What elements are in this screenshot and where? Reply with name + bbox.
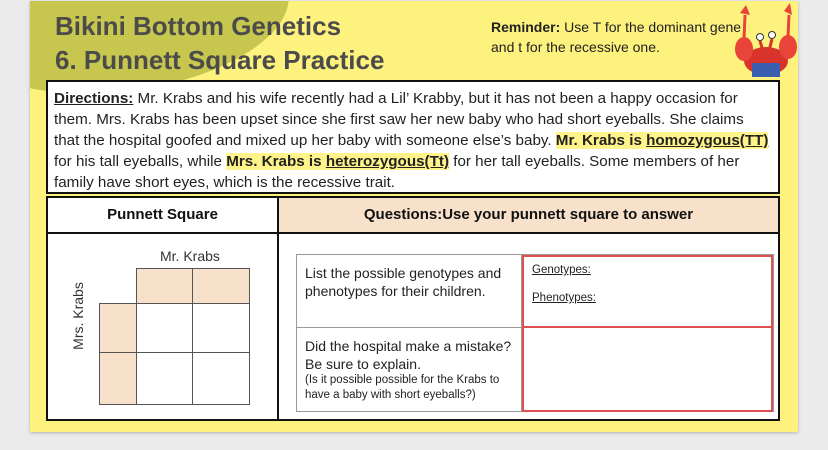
slide: [30, 1, 798, 432]
question-2-text: Did the hospital make a mistake? Be sure to explain.: [305, 338, 512, 372]
punnett-side-allele-2[interactable]: [99, 352, 137, 405]
questions-header: Questions:Use your punnett square to answer: [279, 198, 778, 234]
punnett-top-allele-1[interactable]: [136, 268, 193, 304]
punnett-side-label: Mrs. Krabs: [70, 282, 86, 350]
punnett-cell-2-1[interactable]: [136, 352, 193, 405]
page-title: [55, 9, 384, 77]
answer-2-box[interactable]: [522, 326, 773, 412]
question-2-hint: (Is it possible possible for the Krabs to have a baby with short eyeballs?): [305, 374, 500, 401]
punnett-side-allele-1[interactable]: [99, 303, 137, 353]
title-line-2: 6. Punnett Square Practice: [55, 45, 385, 75]
directions-box: [46, 80, 780, 194]
crab-mascot-icon: [730, 1, 798, 81]
heterozygous-term: heterozygous(Tt): [325, 153, 449, 170]
column-divider: [277, 234, 279, 421]
punnett-cell-2-2[interactable]: [192, 352, 250, 405]
directions-text-1: Mr. Krabs and his wife recently had a Lil’ Krabby, but it has not been a happy occasion for them. Mrs. Krabs has been upset since she first saw her new baby who had short eyeballs. She claims that the hospital goofed and mixed up her baby with someone else’s baby.: [54, 90, 744, 149]
question-1: List the possible genotypes and phenotypes for their children.: [297, 255, 522, 328]
directions-label: Directions:: [54, 90, 134, 107]
reminder-label: Reminder:: [491, 19, 561, 35]
reminder-text: Use T for the dominant gene and t for the recessive one.: [491, 19, 742, 55]
punnett-top-allele-2[interactable]: [192, 268, 250, 304]
questions-table: [296, 254, 774, 412]
homozygous-term: homozygous(TT): [646, 132, 769, 149]
punnett-top-label: Mr. Krabs: [160, 248, 220, 264]
reminder-note: [491, 17, 751, 57]
punnett-cell-1-2[interactable]: [192, 303, 250, 353]
punnett-cell-1-1[interactable]: [136, 303, 193, 353]
mr-krabs-is: Mr. Krabs is: [555, 132, 647, 149]
answer-1-box[interactable]: [522, 255, 773, 328]
title-line-1: Bikini Bottom Genetics: [55, 11, 342, 41]
genotypes-label: Genotypes:: [532, 264, 591, 276]
directions-text-3: for her tall eyeballs. Some members of her family have short eyes, which is the recessive trait.: [54, 153, 740, 191]
question-2: [297, 328, 522, 412]
directions-text-2: for his tall eyeballs, while: [54, 153, 227, 170]
worksheet-table: [46, 196, 780, 421]
phenotypes-label: Phenotypes:: [532, 292, 596, 304]
mrs-krabs-is: Mrs. Krabs is: [226, 153, 326, 170]
punnett-square-header: Punnett Square: [48, 198, 279, 234]
